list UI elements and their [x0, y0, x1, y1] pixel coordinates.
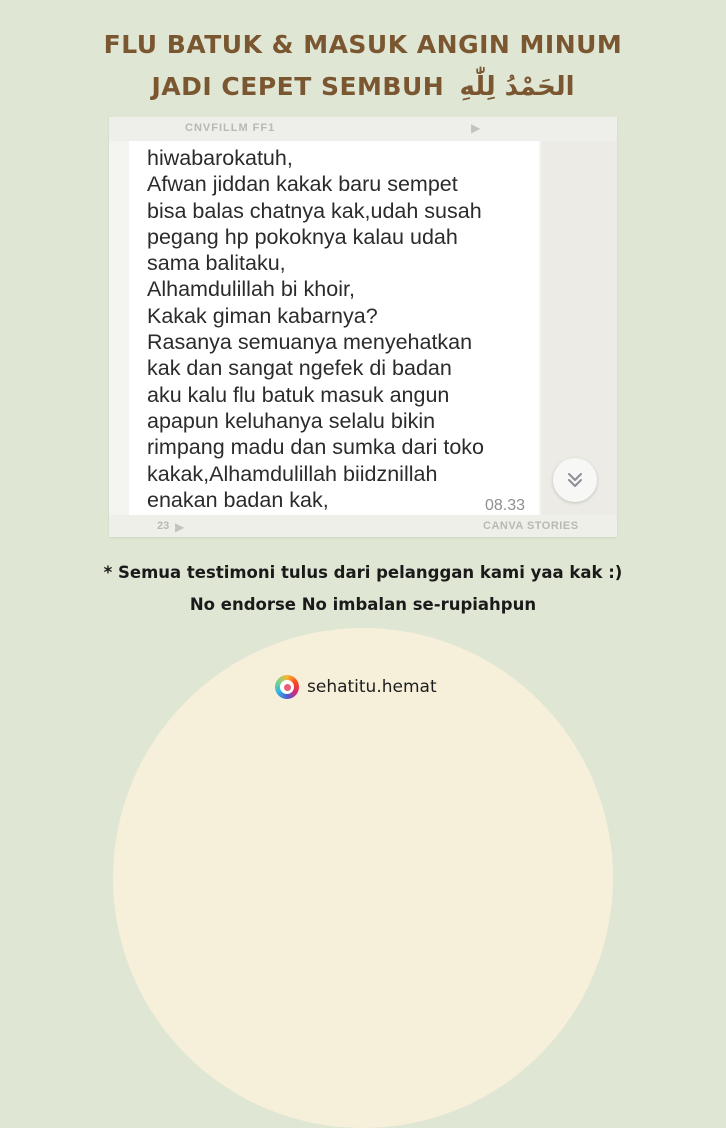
chat-screenshot — [109, 117, 617, 537]
handle-name: sehatitu.hemat — [307, 677, 437, 697]
scroll-down-button[interactable] — [553, 458, 597, 502]
chevrons-down-icon — [566, 471, 584, 489]
endorse-note: No endorse No imbalan se-rupiahpun — [189, 595, 537, 614]
watermark-arrow-icon: ▶ — [471, 121, 481, 135]
testimonial-note: * Semua testimoni tulus dari pelanggan kami yaa kak :) — [103, 563, 623, 582]
title-line-1: FLU BATUK & MASUK ANGIN MINUM — [103, 30, 623, 59]
title-arabic: الحَمْدُ لِلّٰهِ — [459, 72, 575, 102]
watermark-top: CNVFILLM FF1 — [185, 122, 276, 134]
title-line-2-text: JADI CEPET SEMBUH — [151, 72, 445, 101]
instagram-icon — [275, 675, 299, 699]
background-circle — [113, 628, 613, 1128]
watermark-bottom-left: 23 — [157, 520, 170, 532]
title-line-2 — [0, 72, 726, 102]
chat-bubble — [129, 141, 539, 515]
watermark-bottom-arrow-icon: ▶ — [175, 520, 185, 534]
social-handle[interactable] — [275, 673, 437, 701]
watermark-bottom-right: CANVA STORIES — [483, 520, 579, 532]
message-time: 08.33 — [484, 497, 525, 514]
message-text: hiwabarokatuh, Afwan jiddan kakak baru sempet bisa balas chatnya kak,udah susah pegang hp pokoknya kalau udah sama balitaku, Alhamdulillah bi khoir, Kakak giman kabarnya? Rasanya semuanya menyehatkan kak dan sangat ngefek di badan aku kalu flu batuk masuk angun apapun keluhanya selalu bikin rimpang madu dan sumka dari toko kakak,Alhamdulillah biidznillah enakan badan kak, — [147, 146, 485, 512]
